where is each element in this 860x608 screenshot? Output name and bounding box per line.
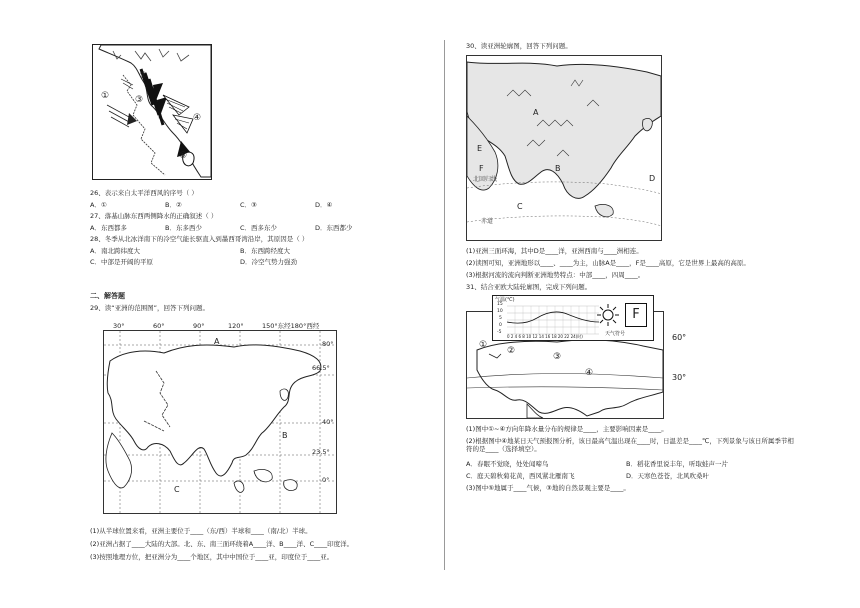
q29-lat-40: 40° bbox=[322, 418, 334, 426]
q29-question-3: (3)按照地理方位，把亚洲分为____个地区，其中中国位于____亚，印度位于____亚。 bbox=[90, 553, 334, 561]
q29-letter-a: A bbox=[214, 337, 220, 346]
q29-lon-90: 90° bbox=[193, 322, 205, 330]
q30-letter-c: C bbox=[517, 202, 523, 211]
q29-question-1: (1)从半球位置来看，亚洲主要位于____（东/西）半球和____（南/北）半球。 bbox=[90, 527, 312, 535]
q26-option-a: A．① bbox=[90, 201, 107, 209]
q30-letter-e: E bbox=[477, 144, 483, 153]
q26-option-c: C．③ bbox=[240, 201, 257, 209]
q31-stem: 31、结合亚欧大陆轮廓图，完成下列问题。 bbox=[466, 283, 592, 291]
q26-option-b: B．② bbox=[165, 201, 182, 209]
q29-lat-23: 23.5° bbox=[312, 448, 330, 456]
q31-question-1: (1)图中①~④方向年降水量分布的规律是____，主要影响因素是____。 bbox=[466, 425, 668, 433]
q31-option-c: C．庭天碧秋菊花黄，西风紧北雁南飞 bbox=[466, 472, 575, 480]
chart-y-tick-15: 15 bbox=[497, 302, 503, 307]
wind-symbol: F bbox=[632, 307, 640, 322]
q31-lat-60: 60° bbox=[672, 333, 687, 342]
q28-option-d: D．冷空气势力强劲 bbox=[240, 258, 298, 266]
marker-3: ③ bbox=[135, 95, 144, 105]
marker-4: ④ bbox=[193, 113, 202, 123]
q29-lon-120: 120° bbox=[228, 322, 244, 330]
q29-stem: 29、读“亚洲的范围图”，回答下列问题。 bbox=[90, 304, 210, 312]
weather-label: 天气符号 bbox=[605, 331, 626, 337]
q30-letter-b: B bbox=[555, 164, 561, 173]
q29-lon-60: 60° bbox=[153, 322, 165, 330]
q30-letter-a: A bbox=[533, 108, 539, 117]
asia-outline-map bbox=[466, 55, 662, 241]
q30-question-3: (3)根据河流的流向判断亚洲地势特点：中部____，四周____。 bbox=[466, 271, 645, 279]
column-divider bbox=[444, 40, 445, 570]
q30-equator-label: 赤道 bbox=[481, 218, 494, 225]
q30-question-2: (2)读图可知，亚洲地形以____、____为主，山脉A是____，F是____高原，它是世界上最高的高原。 bbox=[466, 259, 750, 267]
q30-tropic-label: 北回归线 bbox=[473, 176, 498, 183]
north-america-map bbox=[92, 44, 212, 180]
sun-icon bbox=[597, 304, 619, 326]
section-title: 二、解答题 bbox=[90, 292, 125, 300]
q31-question-3: (3)图中⑤地属于____气候，③地的自然景观主要是____。 bbox=[466, 484, 630, 492]
q31-option-b: B．稻花香里说丰年，听取蛙声一片 bbox=[626, 460, 728, 468]
q29-letter-c: C bbox=[174, 485, 180, 494]
q28-stem: 28、冬季从北冰洋南下的冷空气能长驱直入到墨西哥湾沿岸，其原因是（ ） bbox=[90, 235, 309, 243]
asia-range-map bbox=[103, 330, 337, 514]
chart-y-tick-10: 10 bbox=[497, 309, 503, 314]
marker-1: ① bbox=[101, 91, 110, 101]
q31-marker-4: ④ bbox=[585, 368, 594, 378]
q29-lon-30: 30° bbox=[113, 322, 125, 330]
weather-forecast-inset bbox=[492, 295, 654, 341]
q29-lat-80: 80° bbox=[322, 340, 334, 348]
q27-option-c: C．西多东少 bbox=[240, 224, 278, 232]
chart-y-tick-5: 5 bbox=[499, 316, 502, 321]
q27-option-b: B．东多西少 bbox=[165, 224, 202, 232]
q31-marker-3: ③ bbox=[553, 352, 562, 362]
marker-5: ⑤ bbox=[179, 151, 188, 161]
q26-stem: 26、表示来自太平洋西风的序号（ ） bbox=[90, 189, 198, 197]
q27-option-a: A．东西都多 bbox=[90, 224, 127, 232]
q30-question-1: (1)亚洲三面环海，其中D是____洋，亚洲西南与____洲相连。 bbox=[466, 247, 643, 255]
chart-y-tick-0: 0 bbox=[499, 323, 502, 328]
q31-option-a: A．春眠不觉晓，处处闻啼鸟 bbox=[466, 460, 549, 468]
q30-letter-f: F bbox=[479, 164, 484, 173]
q30-letter-d: D bbox=[649, 174, 656, 183]
q31-question-2: (2)根据图中④地某日天气预报图分析，该日最高气温出现在____时，日温差是____℃，下列景象与该日所属季节相符的是____（选择填空）。 bbox=[466, 437, 794, 453]
q29-lat-66: 66.5° bbox=[312, 364, 330, 372]
q26-option-d: D．④ bbox=[315, 201, 333, 209]
chart-y-tick-neg5: -5 bbox=[497, 330, 502, 335]
q30-stem: 30、读亚洲轮廓图，回答下列问题。 bbox=[466, 42, 572, 50]
chart-x-ticks: 0 2 4 6 8 10 12 14 16 18 20 22 24(时) bbox=[507, 334, 583, 339]
wind-symbol-box bbox=[625, 303, 647, 327]
q31-lat-30: 30° bbox=[672, 373, 687, 382]
q31-option-d: D．天寒色苍苍，北风吹桑叶 bbox=[626, 472, 710, 480]
q29-lat-0: 0° bbox=[322, 476, 330, 484]
marker-2: ② bbox=[139, 71, 148, 81]
q28-option-c: C．中部是开阔的平原 bbox=[90, 258, 154, 266]
q28-option-a: A．南北跨纬度大 bbox=[90, 247, 140, 255]
q29-question-2: (2)亚洲占据了____大陆的大部。北、东、南三面环绕着A____洋、B____洋、C____印度洋。 bbox=[90, 540, 354, 548]
q27-stem: 27、落基山脉东西两侧降水的正确叙述（ ） bbox=[90, 212, 218, 220]
q27-option-d: D．东西都少 bbox=[315, 224, 353, 232]
q29-letter-b: B bbox=[282, 431, 288, 440]
q31-marker-2: ② bbox=[507, 346, 516, 356]
q29-lon-150: 150°东经180°西经 bbox=[262, 322, 320, 330]
chart-ylabel: 气温(℃) bbox=[495, 297, 515, 303]
q31-marker-1: ① bbox=[479, 340, 488, 350]
q28-option-b: B．东西跨经度大 bbox=[240, 247, 290, 255]
